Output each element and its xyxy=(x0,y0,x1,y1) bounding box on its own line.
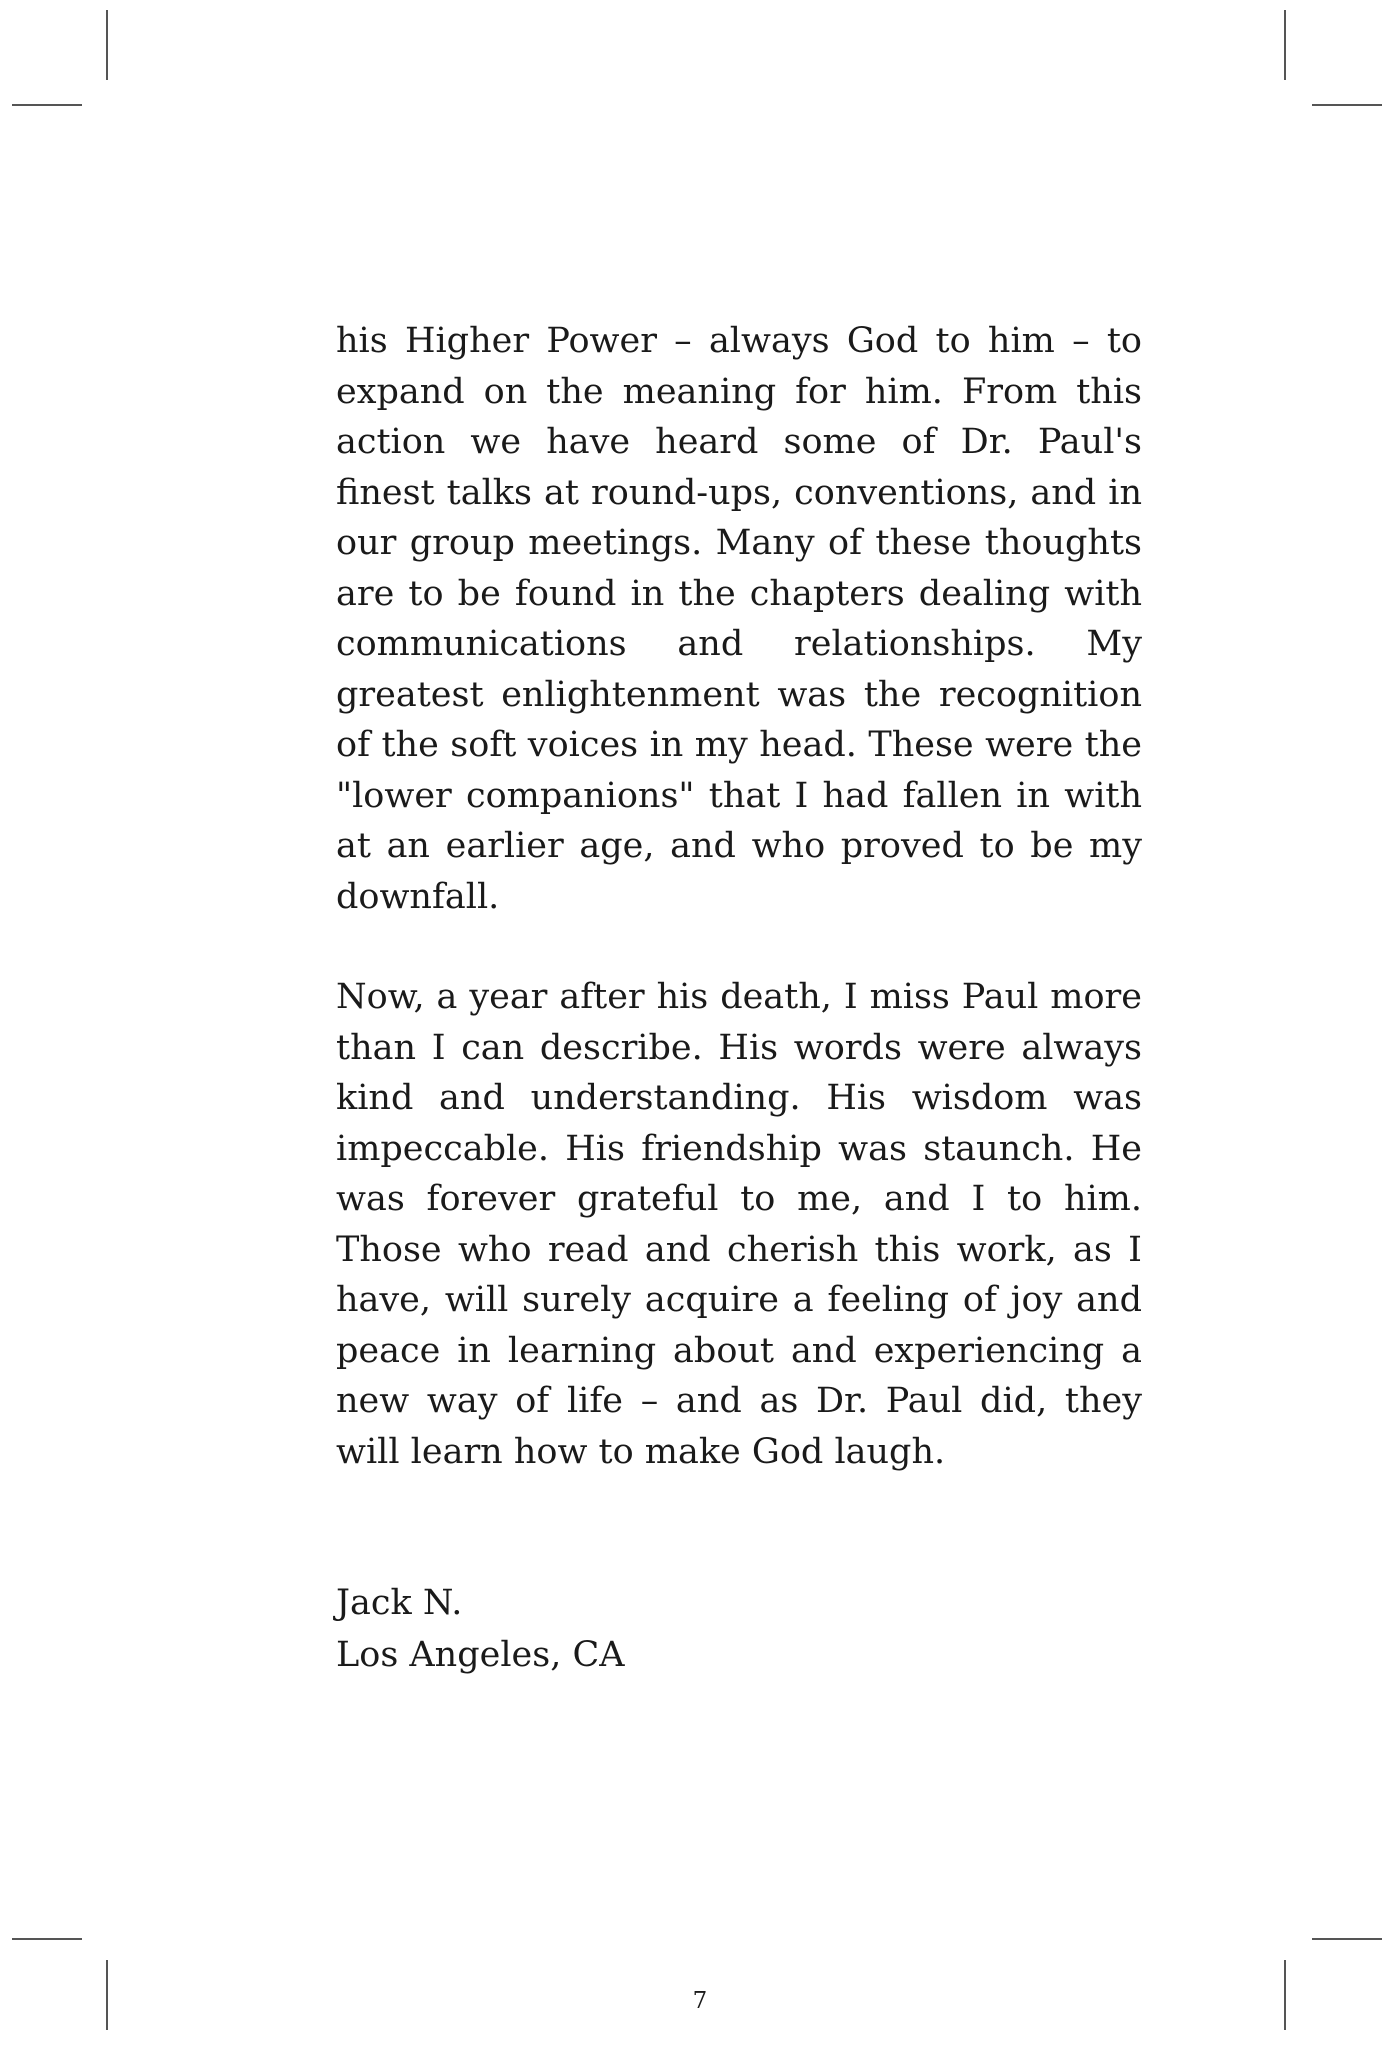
page-number: 7 xyxy=(692,1988,708,2014)
signature-block xyxy=(336,1577,1142,1681)
crop-mark-top-left-horizontal xyxy=(12,104,82,106)
crop-mark-bottom-left-horizontal xyxy=(12,1938,82,1940)
crop-mark-top-left-vertical xyxy=(106,10,108,80)
paragraph-2: Now, a year after his death, I miss Paul more than I can describe. His words were always kind and understanding. His wisdom was impeccable. His friendship was staunch. He was forever grateful to me, and I to him. Those who read and cherish this work, as I have, will surely acquire a feeling of joy and peace in learning about and experiencing a new way of life – and as Dr. Paul did, they will learn how to make God laugh. xyxy=(336,977,1142,1472)
crop-mark-top-right-vertical xyxy=(1284,10,1286,80)
crop-mark-top-right-horizontal xyxy=(1312,104,1382,106)
paragraph-1: his Higher Power – always God to him – to expand on the meaning for him. From this action we have heard some of Dr. Paul's finest talks at round-ups, conventions, and in our group meetings. Many of these thoughts are to be found in the chapters dealing with communications and relationships. My greatest enlightenment was the recognition of the soft voices in my head. These were the "lower companions" that I had fallen in with at an earlier age, and who proved to be my downfall. xyxy=(336,321,1142,917)
signature-name: Jack N. xyxy=(336,1583,463,1623)
crop-mark-bottom-right-horizontal xyxy=(1312,1938,1382,1940)
page-body xyxy=(336,316,1142,1681)
signature-location: Los Angeles, CA xyxy=(336,1635,625,1675)
